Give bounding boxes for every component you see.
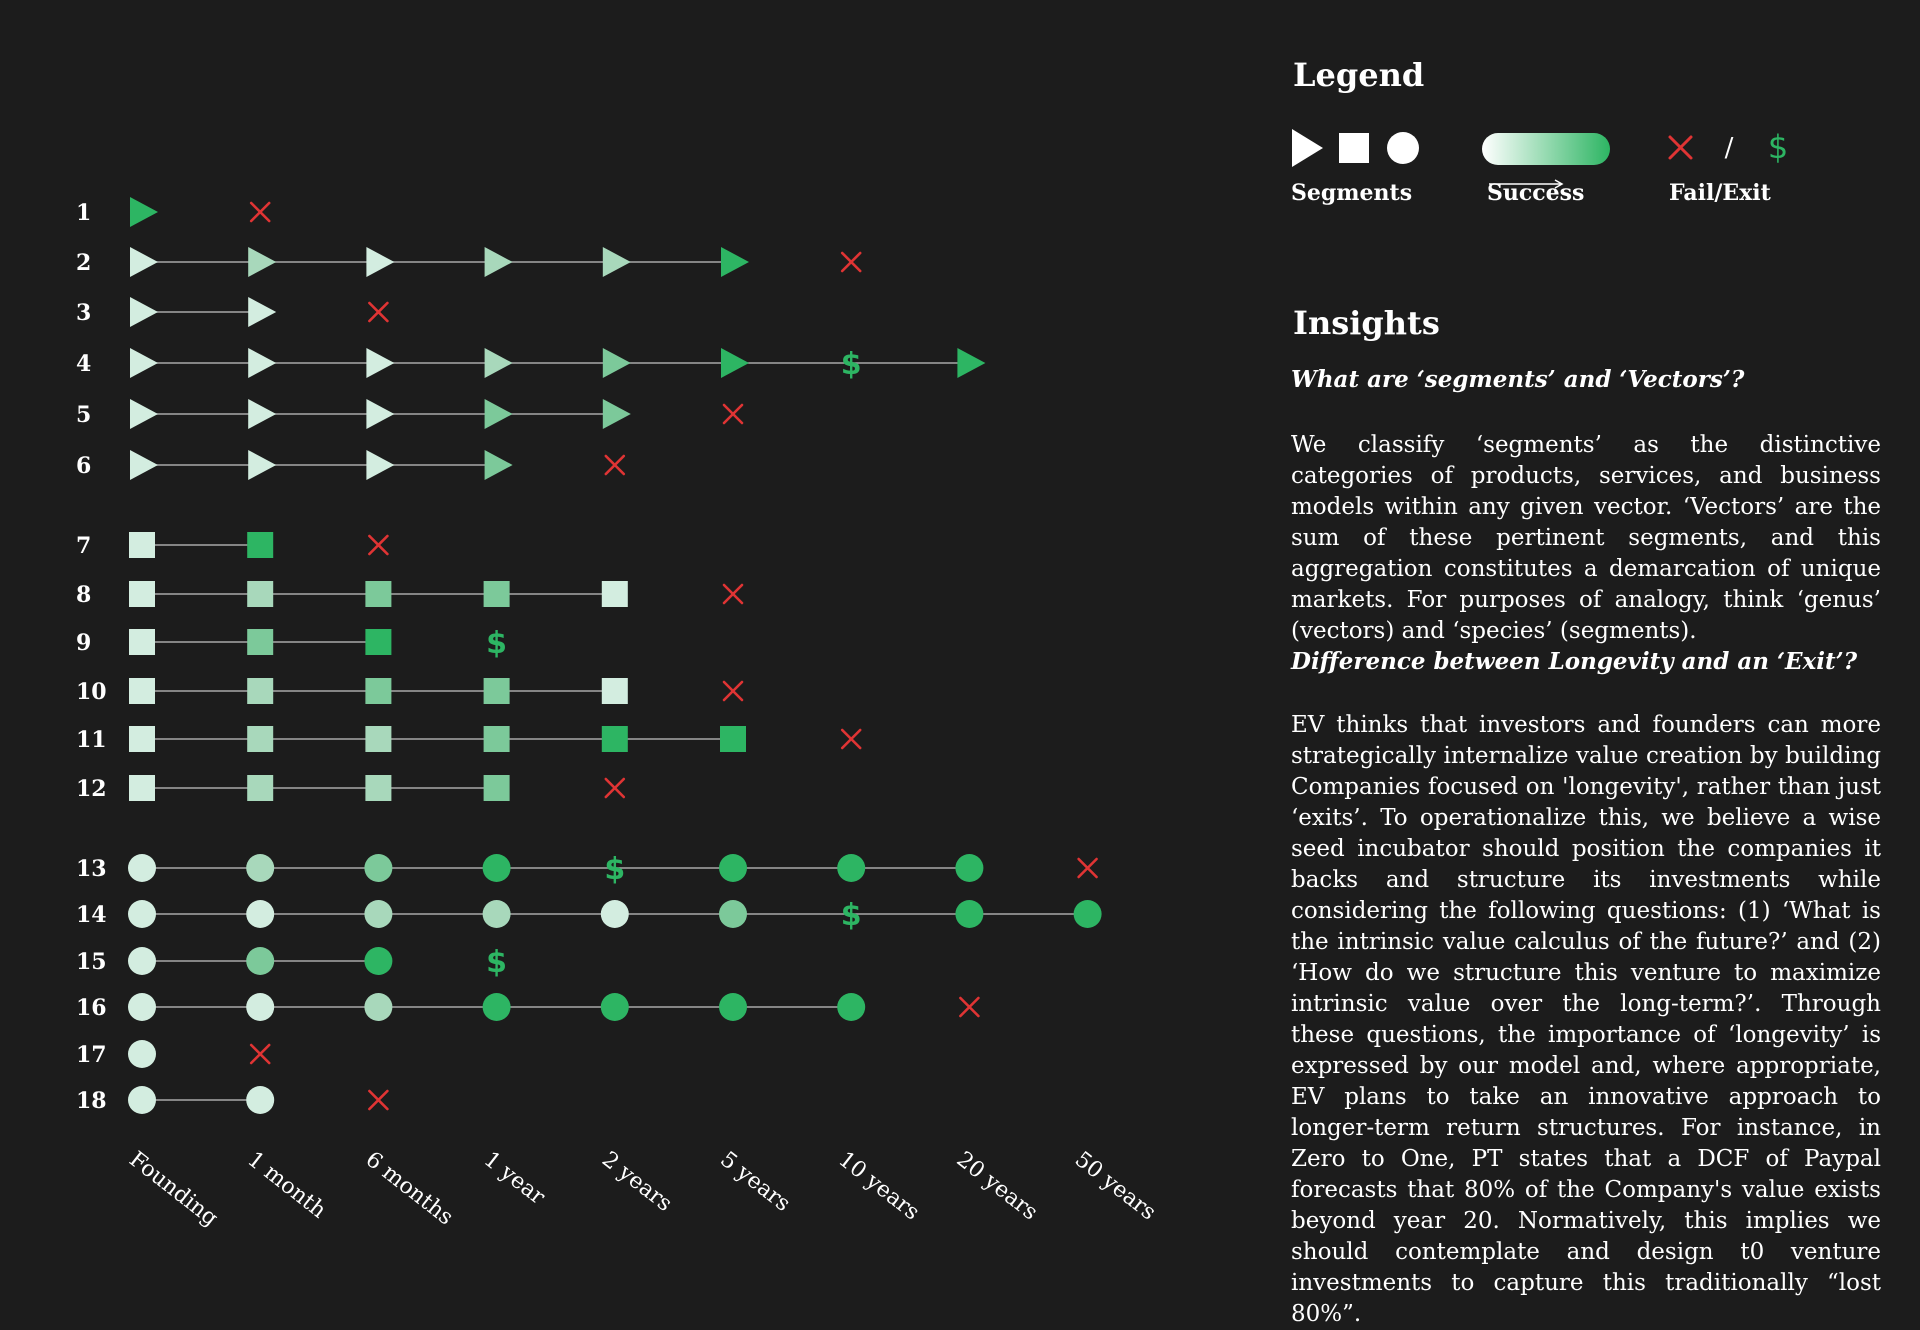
- x-axis-tick-label: 50 years: [1069, 1147, 1161, 1226]
- square-segment-marker: [365, 726, 391, 752]
- triangle-segment-marker: [366, 399, 394, 429]
- triangle-segment-marker: [721, 348, 749, 378]
- fail-x-icon: [606, 456, 624, 474]
- circle-segment-marker: [955, 854, 983, 882]
- square-segment-marker: [365, 581, 391, 607]
- fail-x-icon: [369, 303, 387, 321]
- square-segment-marker: [129, 629, 155, 655]
- square-segment-marker: [247, 678, 273, 704]
- square-segment-marker: [484, 678, 510, 704]
- fail-x-icon: [251, 203, 269, 221]
- fail-x-icon: [251, 1045, 269, 1063]
- row-label: 16: [76, 995, 107, 1021]
- x-axis-tick-label: Founding: [124, 1147, 223, 1232]
- triangle-segment-marker: [248, 348, 276, 378]
- square-segment-marker: [247, 775, 273, 801]
- row-label: 11: [76, 727, 107, 753]
- fail-x-icon: [369, 536, 387, 554]
- circle-segment-marker: [246, 993, 274, 1021]
- circle-segment-marker: [364, 900, 392, 928]
- success-arrow-icon: [1487, 178, 1567, 190]
- x-axis-tick-label: 2 years: [597, 1147, 677, 1217]
- exit-dollar-icon: $: [486, 945, 508, 980]
- circle-segment-marker: [128, 1086, 156, 1114]
- triangle-segment-marker: [485, 399, 513, 429]
- legend-title: Legend: [1293, 56, 1425, 94]
- row-label: 2: [76, 250, 92, 276]
- square-segment-marker: [129, 678, 155, 704]
- fail-x-icon: [960, 998, 978, 1016]
- row-label: 3: [76, 300, 92, 326]
- square-segment-marker: [129, 775, 155, 801]
- circle-segment-marker: [128, 854, 156, 882]
- circle-segment-marker: [719, 854, 747, 882]
- x-axis-tick-label: 20 years: [951, 1147, 1043, 1226]
- circle-segment-marker: [601, 993, 629, 1021]
- fail-x-icon: [1670, 137, 1691, 158]
- triangle-segment-marker: [603, 399, 631, 429]
- triangle-segment-marker: [603, 348, 631, 378]
- circle-segment-marker: [364, 854, 392, 882]
- circle-segment-marker: [246, 947, 274, 975]
- triangle-segment-marker: [485, 348, 513, 378]
- x-axis-tick-label: 10 years: [833, 1147, 925, 1226]
- circle-segment-marker: [601, 900, 629, 928]
- circle-segment-marker: [483, 993, 511, 1021]
- circle-segment-marker: [955, 900, 983, 928]
- fail-x-icon: [842, 730, 860, 748]
- triangle-segment-marker: [721, 247, 749, 277]
- row-label: 9: [76, 630, 92, 656]
- square-segment-marker: [365, 629, 391, 655]
- x-axis-tick-label: 5 years: [715, 1147, 795, 1217]
- circle-segment-marker: [128, 1040, 156, 1068]
- row-label: 13: [76, 856, 107, 882]
- fail-x-icon: [724, 585, 742, 603]
- fail-x-icon: [369, 1091, 387, 1109]
- row-label: 7: [76, 533, 92, 559]
- square-segment-marker: [247, 581, 273, 607]
- triangle-segment-marker: [130, 247, 158, 277]
- row-label: 5: [76, 402, 92, 428]
- fail-x-icon: [606, 779, 624, 797]
- exit-dollar-icon: $: [486, 626, 508, 661]
- circle-segment-marker: [483, 854, 511, 882]
- row-label: 6: [76, 453, 92, 479]
- row-label: 18: [76, 1088, 107, 1114]
- square-segment-marker: [247, 532, 273, 558]
- triangle-segment-marker: [248, 450, 276, 480]
- triangle-segment-marker: [248, 247, 276, 277]
- legend-success-label: Success: [1487, 180, 1585, 206]
- segments-vectors-paragraph: We classify ‘segments’ as the distinctive categories of products, services, and business models within any given vector. ‘Vectors’ are the sum of these pertinent segments, and this aggregation constitutes a demarcation of unique markets. For purposes of analogy, think ‘genus’ (vectors) and ‘species’ (segments).: [1291, 432, 1881, 644]
- square-segment-marker: [484, 581, 510, 607]
- circle-segment-marker: [837, 993, 865, 1021]
- longevity-exit-paragraph: EV thinks that investors and founders can more strategically internalize value creation by building Companies focused on 'longevity', rather than just ‘exits’. To operationalize this, we believe a wise seed incubator should position the companies it backs and structure its investments while considering the following questions: (1) ‘What is the intrinsic value calculus of the future?’ and (2) ‘How do we structure this venture to maximize intrinsic value over the long-term?’. Through these questions, the importance of ‘longevity’ is expressed by our model and, where appropriate, EV plans to take an innovative approach to longer-term return structures. For instance, in Zero to One, PT states that a DCF of Paypal forecasts that 80% of the Company's value exists beyond year 20. Normatively, this implies we should contemplate and design t0 venture investments to capture this traditionally “lost 80%”.: [1291, 712, 1881, 1327]
- exit-dollar-icon: $: [1767, 128, 1789, 166]
- circle-segment-marker: [128, 900, 156, 928]
- square-segment-marker: [365, 678, 391, 704]
- triangle-segment-marker: [366, 348, 394, 378]
- triangle-segment-marker: [130, 450, 158, 480]
- triangle-segment-marker: [248, 399, 276, 429]
- fail-x-icon: [724, 682, 742, 700]
- row-label: 1: [76, 200, 92, 226]
- square-segment-marker: [484, 726, 510, 752]
- square-segment-marker: [129, 532, 155, 558]
- square-segment-marker: [602, 581, 628, 607]
- row-label: 17: [76, 1042, 107, 1068]
- square-segment-marker: [247, 629, 273, 655]
- row-label: 10: [76, 679, 107, 705]
- triangle-segment-marker: [485, 450, 513, 480]
- circle-segment-marker: [719, 993, 747, 1021]
- circle-segment-marker: [128, 947, 156, 975]
- x-axis-tick-label: 1 year: [478, 1147, 550, 1210]
- exit-dollar-icon: $: [840, 347, 862, 382]
- legend-icons: [1280, 120, 1820, 180]
- square-segment-marker: [484, 775, 510, 801]
- square-segment-marker: [365, 775, 391, 801]
- triangle-segment-marker: [603, 247, 631, 277]
- square-segment-marker: [247, 726, 273, 752]
- triangle-segment-marker: [130, 399, 158, 429]
- triangle-segment-marker: [485, 247, 513, 277]
- circle-segment-marker: [246, 854, 274, 882]
- fail-x-icon: [1079, 859, 1097, 877]
- circle-segment-marker: [1074, 900, 1102, 928]
- circle-segment-marker: [246, 1086, 274, 1114]
- circle-segment-marker: [364, 947, 392, 975]
- row-label: 8: [76, 582, 92, 608]
- legend-segments-label: Segments: [1291, 180, 1413, 206]
- square-segment-marker: [602, 678, 628, 704]
- exit-dollar-icon: $: [604, 852, 626, 887]
- triangle-segment-marker: [366, 247, 394, 277]
- circle-segment-marker: [719, 900, 747, 928]
- success-gradient-bar: [1482, 133, 1610, 165]
- longevity-exit-question: Difference between Longevity and an ‘Exit’?: [1291, 648, 1858, 675]
- square-segment-marker: [129, 726, 155, 752]
- row-label: 12: [76, 776, 107, 802]
- square-segment-marker: [602, 726, 628, 752]
- row-label: 15: [76, 949, 107, 975]
- fail-x-icon: [724, 405, 742, 423]
- square-segment-icon: [1339, 133, 1369, 163]
- square-segment-marker: [129, 581, 155, 607]
- legend-separator: /: [1724, 133, 1734, 163]
- row-label: 14: [76, 902, 107, 928]
- triangle-segment-marker: [248, 297, 276, 327]
- triangle-segment-marker: [130, 297, 158, 327]
- circle-segment-icon: [1387, 132, 1419, 164]
- insights-title: Insights: [1293, 304, 1440, 342]
- row-label: 4: [76, 351, 92, 377]
- circle-segment-marker: [246, 900, 274, 928]
- circle-segment-marker: [837, 854, 865, 882]
- triangle-segment-icon: [1292, 129, 1323, 167]
- segments-vectors-question: What are ‘segments’ and ‘Vectors’?: [1291, 366, 1745, 393]
- triangle-segment-marker: [130, 197, 158, 227]
- triangle-segment-marker: [957, 348, 985, 378]
- fail-x-icon: [842, 253, 860, 271]
- legend-fail-exit-label: Fail/Exit: [1669, 180, 1771, 206]
- circle-segment-marker: [364, 993, 392, 1021]
- exit-dollar-icon: $: [840, 898, 862, 933]
- triangle-segment-marker: [130, 348, 158, 378]
- circle-segment-marker: [128, 993, 156, 1021]
- triangle-segment-marker: [366, 450, 394, 480]
- circle-segment-marker: [483, 900, 511, 928]
- x-axis-tick-label: 6 months: [360, 1147, 458, 1231]
- x-axis-tick-label: 1 month: [242, 1147, 331, 1224]
- square-segment-marker: [720, 726, 746, 752]
